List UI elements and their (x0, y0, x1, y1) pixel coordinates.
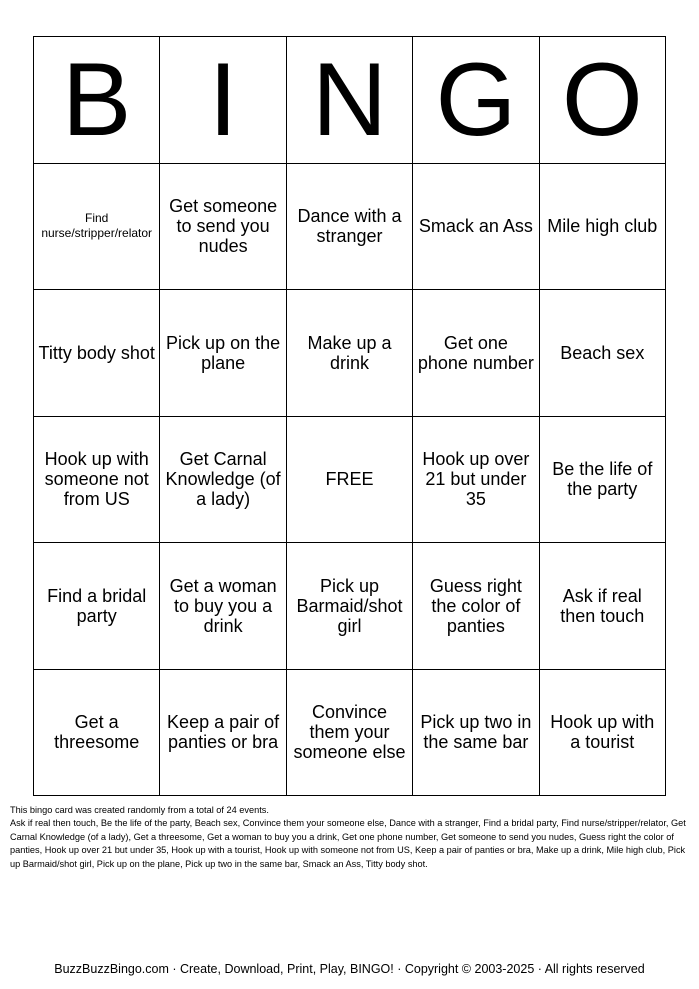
bingo-cell: Find a bridal party (34, 543, 160, 670)
bingo-cell: Pick up two in the same bar (413, 670, 539, 797)
header-letter-i: I (160, 37, 286, 164)
bingo-cell: Get someone to send you nudes (160, 164, 286, 291)
bingo-cell: Be the life of the party (540, 417, 666, 544)
bingo-cell: Ask if real then touch (540, 543, 666, 670)
header-letter-o: O (540, 37, 666, 164)
bingo-cell: Get a threesome (34, 670, 160, 797)
note-event-list: Ask if real then touch, Be the life of the party, Beach sex, Convince them your someone else, Dance with a stranger, Find a bridal party, Find nurse/stripper/relator, Get Carnal Knowledge (of a lady), Get a threesome, Get a woman to buy you a drink, Get one phone number, Get someone to send you nudes, Guess right the color of panties, Hook up over 21 but under 35, Hook up with a tourist, Hook up with someone not from US, Keep a pair of panties or bra, Make up a drink, Mile high club, Pick up Barmaid/shot girl, Pick up on the plane, Pick up two in the same bar, Smack an Ass, Titty body shot. (10, 818, 686, 869)
bingo-cell: Dance with a stranger (287, 164, 413, 291)
bingo-cell: Get one phone number (413, 290, 539, 417)
footer-copyright: BuzzBuzzBingo.com · Create, Download, Print, Play, BINGO! · Copyright © 2003-2025 · All rights reserved (54, 962, 645, 976)
bingo-cell: Get Carnal Knowledge (of a lady) (160, 417, 286, 544)
bingo-cell: Keep a pair of panties or bra (160, 670, 286, 797)
header-letter-g: G (413, 37, 539, 164)
bingo-cell: Guess right the color of panties (413, 543, 539, 670)
card-description (10, 804, 690, 871)
bingo-cell: Hook up over 21 but under 35 (413, 417, 539, 544)
bingo-cell: Pick up on the plane (160, 290, 286, 417)
free-cell: FREE (287, 417, 413, 544)
bingo-card (33, 36, 666, 796)
bingo-cell: Convince them your someone else (287, 670, 413, 797)
bingo-cell: Beach sex (540, 290, 666, 417)
note-summary: This bingo card was created randomly from a total of 24 events. (10, 805, 269, 815)
bingo-cell: Get a woman to buy you a drink (160, 543, 286, 670)
bingo-cell: Smack an Ass (413, 164, 539, 291)
bingo-cell: Pick up Barmaid/shot girl (287, 543, 413, 670)
bingo-cell: Titty body shot (34, 290, 160, 417)
bingo-cell: Hook up with a tourist (540, 670, 666, 797)
bingo-cell: Hook up with someone not from US (34, 417, 160, 544)
bingo-cell: Mile high club (540, 164, 666, 291)
bingo-cell: Make up a drink (287, 290, 413, 417)
bingo-cell: Find nurse/stripper/relator (34, 164, 160, 291)
header-letter-n: N (287, 37, 413, 164)
header-letter-b: B (34, 37, 160, 164)
